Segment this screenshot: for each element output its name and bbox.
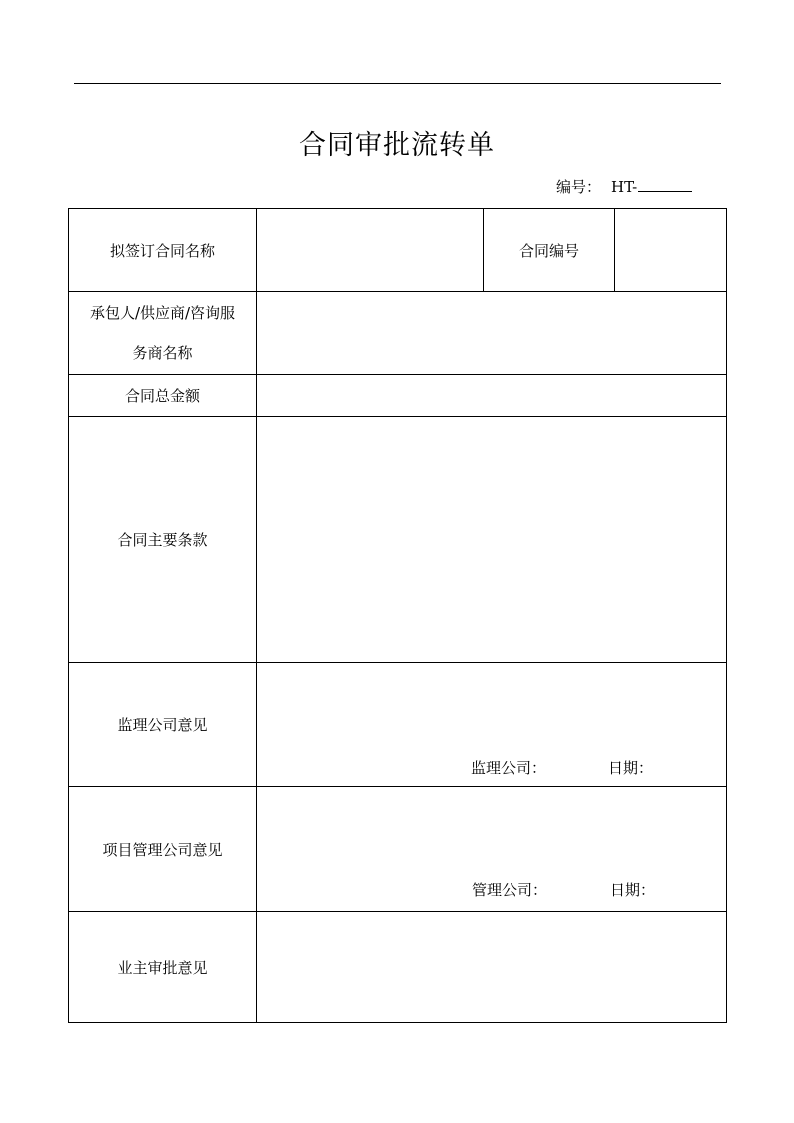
row-pm-opinion: [69, 787, 727, 912]
contract-no-label: 合同编号: [484, 209, 615, 292]
total-amount-field[interactable]: [257, 375, 727, 417]
supervisor-opinion-label: 监理公司意见: [69, 663, 257, 787]
number-prefix: HT-: [611, 178, 638, 196]
number-label: 编号：: [556, 178, 602, 196]
approval-form-table: [68, 208, 727, 1023]
supervisor-sign-label: 监理公司：: [471, 759, 547, 777]
contractor-field[interactable]: [257, 292, 727, 375]
pm-sign-label: 管理公司：: [472, 881, 548, 899]
contractor-label-line2: 务商名称: [132, 344, 193, 362]
number-blank-field[interactable]: [638, 191, 692, 192]
row-main-terms: [69, 417, 727, 663]
pm-opinion-label: 项目管理公司意见: [69, 787, 257, 912]
main-terms-label: 合同主要条款: [69, 417, 257, 663]
row-owner-opinion: [69, 912, 727, 1023]
document-number: [556, 176, 692, 198]
contract-name-label: 拟签订合同名称: [69, 209, 257, 292]
header-rule: [74, 83, 721, 84]
supervisor-date-label: 日期：: [608, 759, 654, 777]
row-total-amount: [69, 375, 727, 417]
row-supervisor-opinion: [69, 663, 727, 787]
row-contract-name: [69, 209, 727, 292]
contract-name-field[interactable]: [257, 209, 484, 292]
contractor-label: [69, 292, 257, 375]
row-contractor: [69, 292, 727, 375]
owner-opinion-label: 业主审批意见: [69, 912, 257, 1023]
supervisor-opinion-field[interactable]: [257, 663, 727, 787]
document-title: 合同审批流转单: [299, 130, 495, 161]
pm-opinion-field[interactable]: [257, 787, 727, 912]
total-amount-label: 合同总金额: [69, 375, 257, 417]
contractor-label-line1: 承包人/供应商/咨询服: [89, 304, 236, 322]
owner-opinion-field[interactable]: [257, 912, 727, 1023]
contract-no-field[interactable]: [615, 209, 727, 292]
pm-date-label: 日期：: [610, 881, 656, 899]
main-terms-field[interactable]: [257, 417, 727, 663]
